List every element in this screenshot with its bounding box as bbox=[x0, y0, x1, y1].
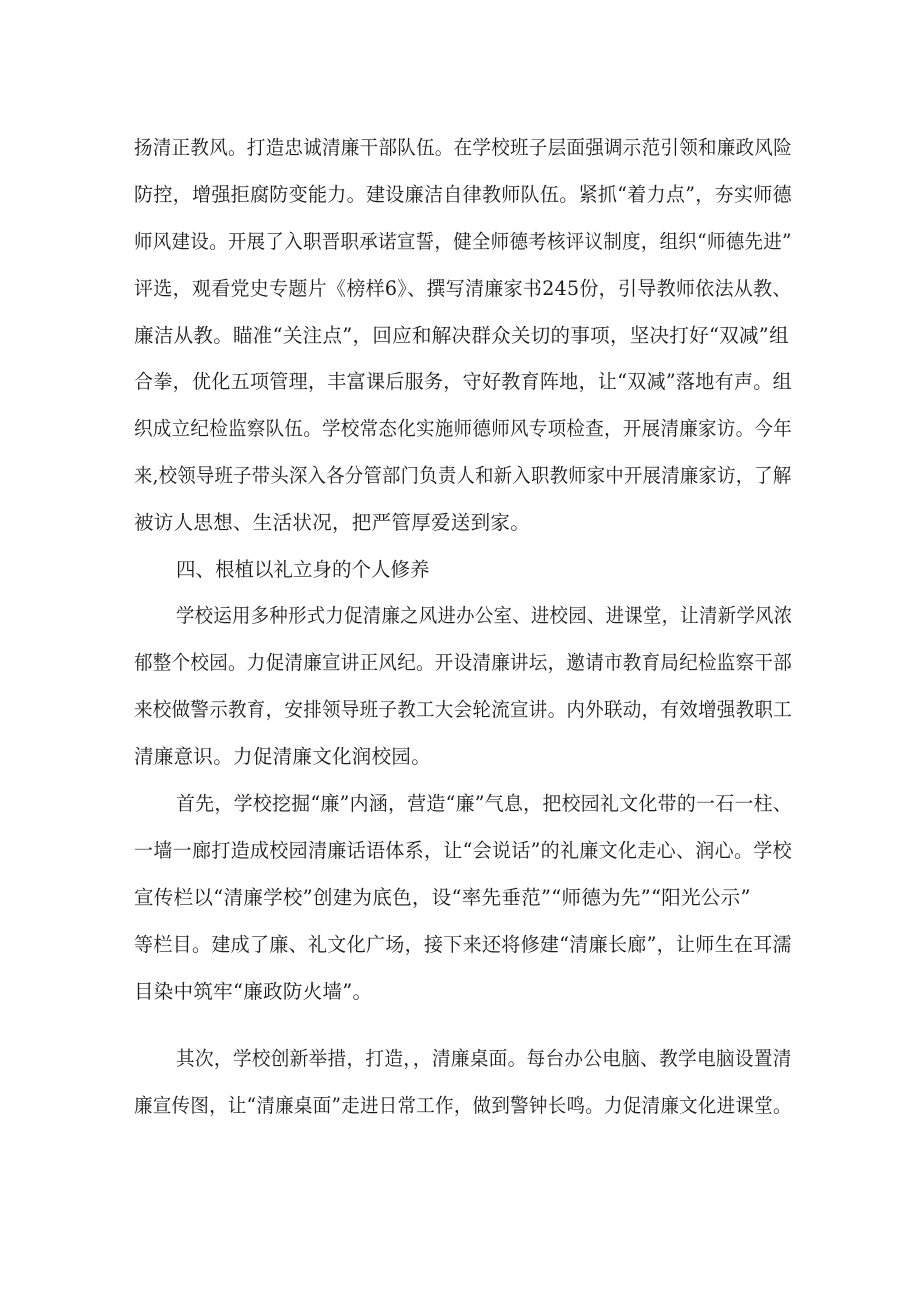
text-line: 学校运用多种形式力促清廉之风进办公室、进校园、进课堂，让清新学风浓 bbox=[176, 604, 793, 627]
text-line: 廉洁从教。瞄准“关注点”，回应和解决群众关切的事项，坚决打好“双减”组 bbox=[134, 324, 789, 347]
section-heading: 四、根植以礼立身的个人修养 bbox=[176, 558, 430, 581]
text-line: 等栏目。建成了廉、礼文化广场，接下来还将修建“清廉长廊”，让师生在耳濡 bbox=[134, 933, 792, 956]
text-line: 扬清正教风。打造忠诚清廉干部队伍。在学校班子层面强调示范引领和廉政风险 bbox=[134, 136, 793, 159]
text-line: 清廉意识。力促清廉文化润校园。 bbox=[134, 745, 432, 768]
text-line: 师风建设。开展了入职晋职承诺宣誓，健全师德考核评议制度，组织“师德先进” bbox=[134, 230, 792, 253]
text-line: 其次，学校创新举措，打造，，清廉桌面。每台办公电脑、教学电脑设置清 bbox=[176, 1047, 792, 1070]
text-line: 一墙一廊打造成校园清廉话语体系，让“会说话”的礼廉文化走心、润心。学校 bbox=[134, 839, 792, 862]
text-line: 织成立纪检监察队伍。学校常态化实施师德师风专项检查，开展清廉家访。今年 bbox=[134, 417, 793, 440]
text-line: 目染中筑牢“廉政防火墙”。 bbox=[134, 980, 373, 1003]
text-line: 廉宣传图，让“清廉桌面”走进日常工作，做到警钟长鸣。力促清廉文化进课堂。 bbox=[134, 1094, 792, 1117]
text-line: 宣传栏以“清廉学校”创建为底色，设“率先垂范”“师德为先”“阳光公示” bbox=[134, 886, 751, 909]
text-line: 防控，增强拒腐防变能力。建设廉洁自律教师队伍。紧抓“着力点”，夯实师德 bbox=[134, 183, 792, 206]
text-line: 首先，学校挖掘“廉”内涵，营造“廉”气息，把校园礼文化带的一石一柱、 bbox=[176, 792, 793, 815]
text-line: 评选，观看党史专题片《榜样6》、撰写清廉家书245份，引导教师依法从教、 bbox=[134, 277, 792, 300]
text-line: 来校做警示教育，安排领导班子教工大会轮流宣讲。内外联动，有效增强教职工 bbox=[134, 698, 793, 721]
text-line: 来,校领导班子带头深入各分管部门负责人和新入职教师家中开展清廉家访，了解 bbox=[134, 464, 792, 487]
text-line: 合拳，优化五项管理，丰富课后服务，守好教育阵地，让“双减”落地有声。组 bbox=[134, 370, 792, 393]
text-line: 被访人思想、生活状况，把严管厚爱送到家。 bbox=[134, 511, 531, 534]
text-line: 郁整个校园。力促清廉宣讲正风纪。开设清廉讲坛，邀请市教育局纪检监察干部 bbox=[134, 651, 793, 674]
